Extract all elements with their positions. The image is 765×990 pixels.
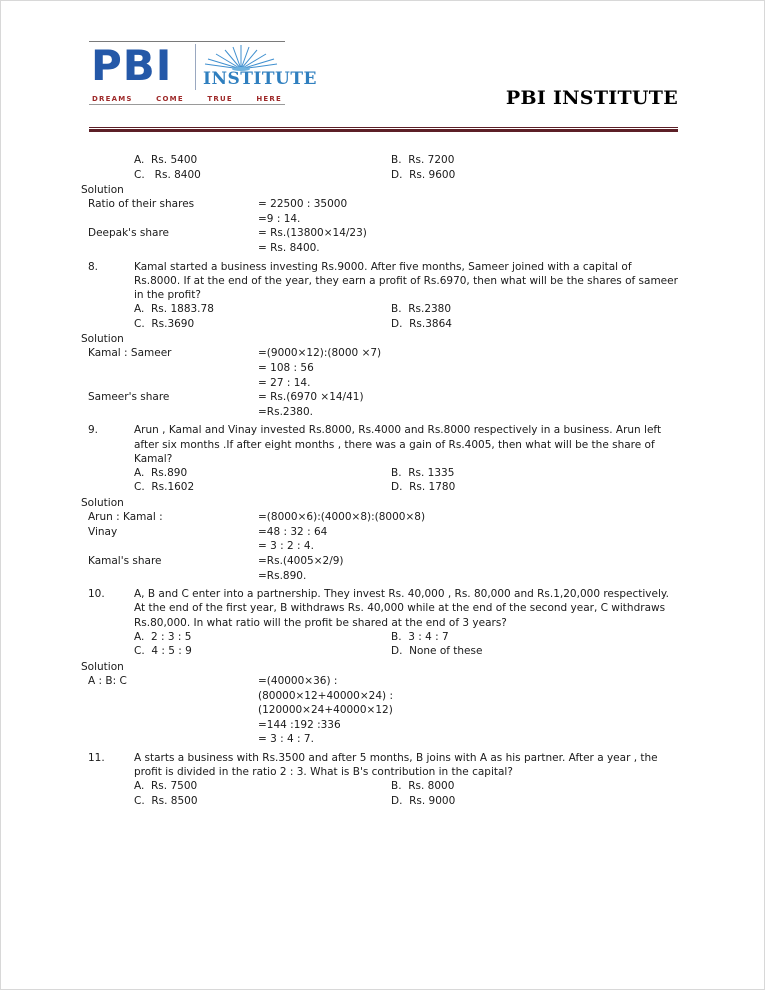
solution-row: [1, 703, 765, 718]
option-row: [1, 466, 765, 481]
header-title: PBI INSTITUTE: [505, 87, 678, 109]
option-row: [1, 779, 765, 794]
solution-row: [1, 569, 765, 584]
option-row: [1, 317, 765, 332]
solution-value-cell: =Rs.(4005×2/9): [258, 554, 344, 567]
question-8: [1, 260, 765, 303]
page-header: [1, 1, 765, 137]
solution-label-cell: Kamal's share: [88, 554, 162, 567]
question-number: 10.: [88, 588, 105, 601]
question-10-options: [1, 630, 765, 659]
option-d: D. None of these: [391, 645, 483, 658]
question-11: [1, 751, 765, 779]
option-b: B. Rs. 1335: [391, 466, 455, 479]
solution-value-cell: = 22500 : 35000: [258, 198, 348, 211]
option-a: A. 2 : 3 : 5: [134, 630, 192, 643]
option-row: [1, 794, 765, 809]
tagline-word-here: HERE: [256, 95, 282, 103]
option-c: C. 4 : 5 : 9: [134, 645, 192, 658]
question-7-solution: [1, 197, 765, 255]
solution-row: [1, 390, 765, 405]
option-a: A. Rs. 5400: [134, 154, 198, 166]
solution-row: [1, 346, 765, 361]
solution-value-cell: = 27 : 14.: [258, 376, 311, 389]
solution-label-cell: Arun : Kamal :: [88, 511, 163, 524]
option-d: D. Rs.3864: [391, 317, 452, 330]
solution-value-cell: =9 : 14.: [258, 212, 301, 225]
question-9: [1, 423, 765, 466]
solution-row: [1, 539, 765, 554]
solution-row: [1, 226, 765, 241]
solution-row: [1, 197, 765, 212]
solution-heading: Solution: [81, 496, 124, 509]
option-c: C. Rs.3690: [134, 317, 195, 330]
solution-value-cell: = 108 : 56: [258, 361, 314, 374]
tagline-word-true: TRUE: [207, 95, 233, 103]
question-text: A starts a business with Rs.3500 and after 5 months, B joins with A as his partner. After a year , the profit is divided in the ratio 2 : 3. What is B's contribution in the capital?: [134, 751, 658, 779]
solution-label-cell: Ratio of their shares: [88, 198, 195, 211]
question-7-options: [1, 153, 765, 182]
option-a: A. Rs. 1883.78: [134, 303, 214, 316]
question-10-solution: [1, 674, 765, 747]
question-text: A, B and C enter into a partnership. They invest Rs. 40,000 , Rs. 80,000 and Rs.1,20,000 respectively. At the end of the first year, B withdraws Rs. 40,000 while at the end of the second year, C withdraws Rs.80,000. In what ratio will the profit be shared at the end of 3 years?: [134, 588, 669, 629]
solution-row: [1, 674, 765, 689]
question-8-solution: [1, 346, 765, 419]
solution-value-cell: = 3 : 4 : 7.: [258, 733, 314, 746]
option-row: [1, 168, 765, 183]
solution-row: [1, 241, 765, 256]
solution-row: [1, 732, 765, 747]
solution-value-cell: (80000×12+40000×24) :: [258, 689, 393, 702]
question-9-options: [1, 466, 765, 495]
tagline-word-dreams: DREAMS: [92, 95, 133, 103]
solution-heading: Solution: [81, 333, 124, 346]
logo-brand-text: PBI: [91, 41, 173, 90]
option-a: A. Rs. 7500: [134, 780, 198, 793]
option-d: D. Rs. 9000: [391, 794, 456, 807]
solution-row: [1, 525, 765, 540]
question-number: 8.: [88, 260, 99, 273]
logo-tagline: [92, 95, 282, 104]
solution-heading: Solution: [81, 184, 124, 196]
solution-row: [1, 212, 765, 227]
solution-value-cell: =Rs.890.: [258, 569, 307, 582]
question-11-options: [1, 779, 765, 808]
solution-label-cell: A : B: C: [88, 674, 127, 687]
solution-value-cell: = Rs.(13800×14/23): [258, 227, 367, 240]
solution-value-cell: (120000×24+40000×12): [258, 704, 393, 717]
solution-row: [1, 376, 765, 391]
solution-value-cell: =48 : 32 : 64: [258, 525, 328, 538]
solution-row: [1, 510, 765, 525]
option-d: D. Rs. 1780: [391, 481, 456, 494]
solution-value-cell: = Rs.(6970 ×14/41): [258, 391, 364, 404]
solution-value-cell: =Rs.2380.: [258, 405, 313, 418]
option-d: D. Rs. 9600: [391, 168, 456, 181]
logo-institute-text: INSTITUTE: [203, 69, 317, 89]
starburst-icon: [203, 43, 279, 71]
question-text: Arun , Kamal and Vinay invested Rs.8000, Rs.4000 and Rs.8000 respectively in a business. Arun left after six months .If after eight months , there was a gain of Rs.4005, then what will be the share of Kamal?: [134, 424, 662, 465]
solution-value-cell: =(40000×36) :: [258, 674, 338, 687]
option-row: [1, 153, 765, 168]
solution-row: [1, 361, 765, 376]
question-text: Kamal started a business investing Rs.9000. After five months, Sameer joined with a capital of Rs.8000. If at the end of the year, they earn a profit of Rs.6970, then what will be the shares of sameer in the profit?: [134, 260, 678, 301]
question-9-solution: [1, 510, 765, 583]
solution-row: [1, 405, 765, 420]
solution-label-cell: Sameer's share: [88, 391, 170, 404]
option-row: [1, 480, 765, 495]
header-divider: [89, 127, 678, 132]
solution-value-cell: = Rs. 8400.: [258, 241, 320, 254]
option-b: B. Rs. 7200: [391, 154, 455, 166]
option-row: [1, 630, 765, 645]
question-10: [1, 587, 765, 630]
option-b: B. 3 : 4 : 7: [391, 630, 449, 643]
option-c: C. Rs. 8400: [134, 168, 201, 181]
solution-row: [1, 718, 765, 733]
pbi-logo: [89, 41, 317, 105]
solution-value-cell: = 3 : 2 : 4.: [258, 540, 314, 553]
solution-row: [1, 689, 765, 704]
option-b: B. Rs. 8000: [391, 780, 455, 793]
document-body: [1, 153, 765, 808]
option-c: C. Rs. 8500: [134, 794, 198, 807]
solution-value-cell: =144 :192 :336: [258, 718, 341, 731]
option-c: C. Rs.1602: [134, 481, 195, 494]
question-number: 11.: [88, 751, 105, 764]
question-8-options: [1, 302, 765, 331]
solution-heading: Solution: [81, 660, 124, 673]
solution-value-cell: =(8000×6):(4000×8):(8000×8): [258, 511, 426, 524]
solution-label-cell: Kamal : Sameer: [88, 347, 172, 360]
option-row: [1, 644, 765, 659]
solution-label-cell: Vinay: [88, 525, 118, 538]
logo-vertical-divider: [195, 44, 196, 90]
option-b: B. Rs.2380: [391, 303, 452, 316]
solution-row: [1, 554, 765, 569]
solution-value-cell: =(9000×12):(8000 ×7): [258, 347, 382, 360]
option-row: [1, 302, 765, 317]
option-a: A. Rs.890: [134, 466, 188, 479]
question-number: 9.: [88, 424, 99, 437]
solution-label-cell: Deepak's share: [88, 227, 169, 240]
tagline-word-come: COME: [156, 95, 184, 103]
